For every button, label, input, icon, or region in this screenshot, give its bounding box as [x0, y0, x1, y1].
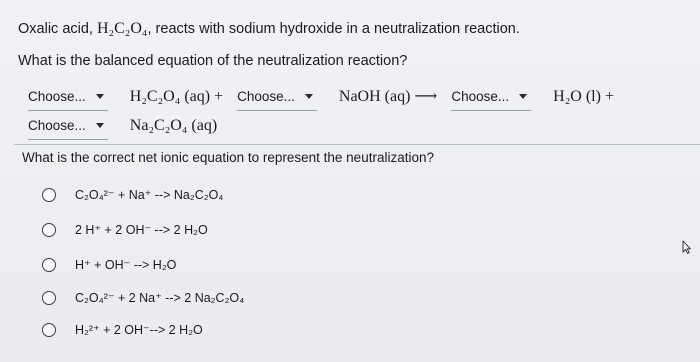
- answer-option[interactable]: [42, 187, 223, 202]
- equation-term-sodium-oxalate: Na₂C₂O₄ (aq): [129, 117, 218, 134]
- question-intro-suffix: , reacts with sodium hydroxide in a neutralization reaction.: [147, 21, 520, 37]
- oxalic-acid-formula: H₂C₂O₄: [96, 20, 148, 37]
- net-ionic-question: What is the correct net ionic equation to represent the neutralization?: [22, 150, 434, 165]
- answer-option-label: H₂²⁺ + 2 OH⁻--> 2 H₂O: [75, 323, 203, 337]
- chevron-down-icon: [96, 123, 104, 128]
- section-divider: [14, 144, 700, 145]
- dropdown-label: Choose...: [451, 89, 510, 104]
- equation-term-sodium-hydroxide: NaOH (aq) ⟶: [338, 88, 438, 105]
- radio-button[interactable]: [42, 323, 56, 337]
- answer-option-label: 2 H⁺ + 2 OH⁻ --> 2 H₂O: [75, 223, 208, 237]
- answer-option-label: H⁺ + OH⁻ --> H₂O: [75, 258, 177, 272]
- answer-option-label: C₂O₄²⁻ + 2 Na⁺ --> 2 Na₂C₂O₄: [75, 291, 245, 305]
- answer-option[interactable]: [42, 290, 244, 305]
- chevron-down-icon: [519, 94, 527, 99]
- answer-option-label: C₂O₄²⁻ + Na⁺ --> Na₂C₂O₄: [75, 188, 224, 202]
- radio-button[interactable]: [42, 291, 56, 305]
- dropdown-label: Choose...: [237, 89, 295, 104]
- answer-option[interactable]: [42, 257, 176, 272]
- equation-row-1: [28, 86, 614, 111]
- radio-button[interactable]: [42, 188, 56, 202]
- dropdown-label: Choose...: [28, 89, 86, 104]
- answer-option[interactable]: [42, 322, 203, 337]
- dropdown-label: Choose...: [28, 118, 86, 133]
- radio-button[interactable]: [42, 223, 56, 237]
- coefficient-dropdown-water[interactable]: [451, 89, 531, 111]
- equation-row-2: [28, 117, 217, 140]
- mouse-pointer-icon: [682, 240, 691, 254]
- answer-option[interactable]: [42, 222, 208, 237]
- balanced-equation-question: What is the balanced equation of the neutralization reaction?: [18, 53, 408, 69]
- coefficient-dropdown-oxalic-acid[interactable]: [28, 89, 108, 111]
- equation-term-oxalic-acid: H₂C₂O₄ (aq) +: [129, 88, 224, 105]
- question-intro-prefix: Oxalic acid,: [18, 21, 97, 37]
- coefficient-dropdown-sodium-hydroxide[interactable]: [237, 89, 317, 111]
- coefficient-dropdown-sodium-oxalate[interactable]: [28, 118, 108, 140]
- chevron-down-icon: [305, 94, 313, 99]
- question-intro: [18, 20, 520, 38]
- equation-term-water: H₂O (l) +: [553, 88, 614, 105]
- radio-button[interactable]: [42, 258, 56, 272]
- chevron-down-icon: [96, 94, 104, 99]
